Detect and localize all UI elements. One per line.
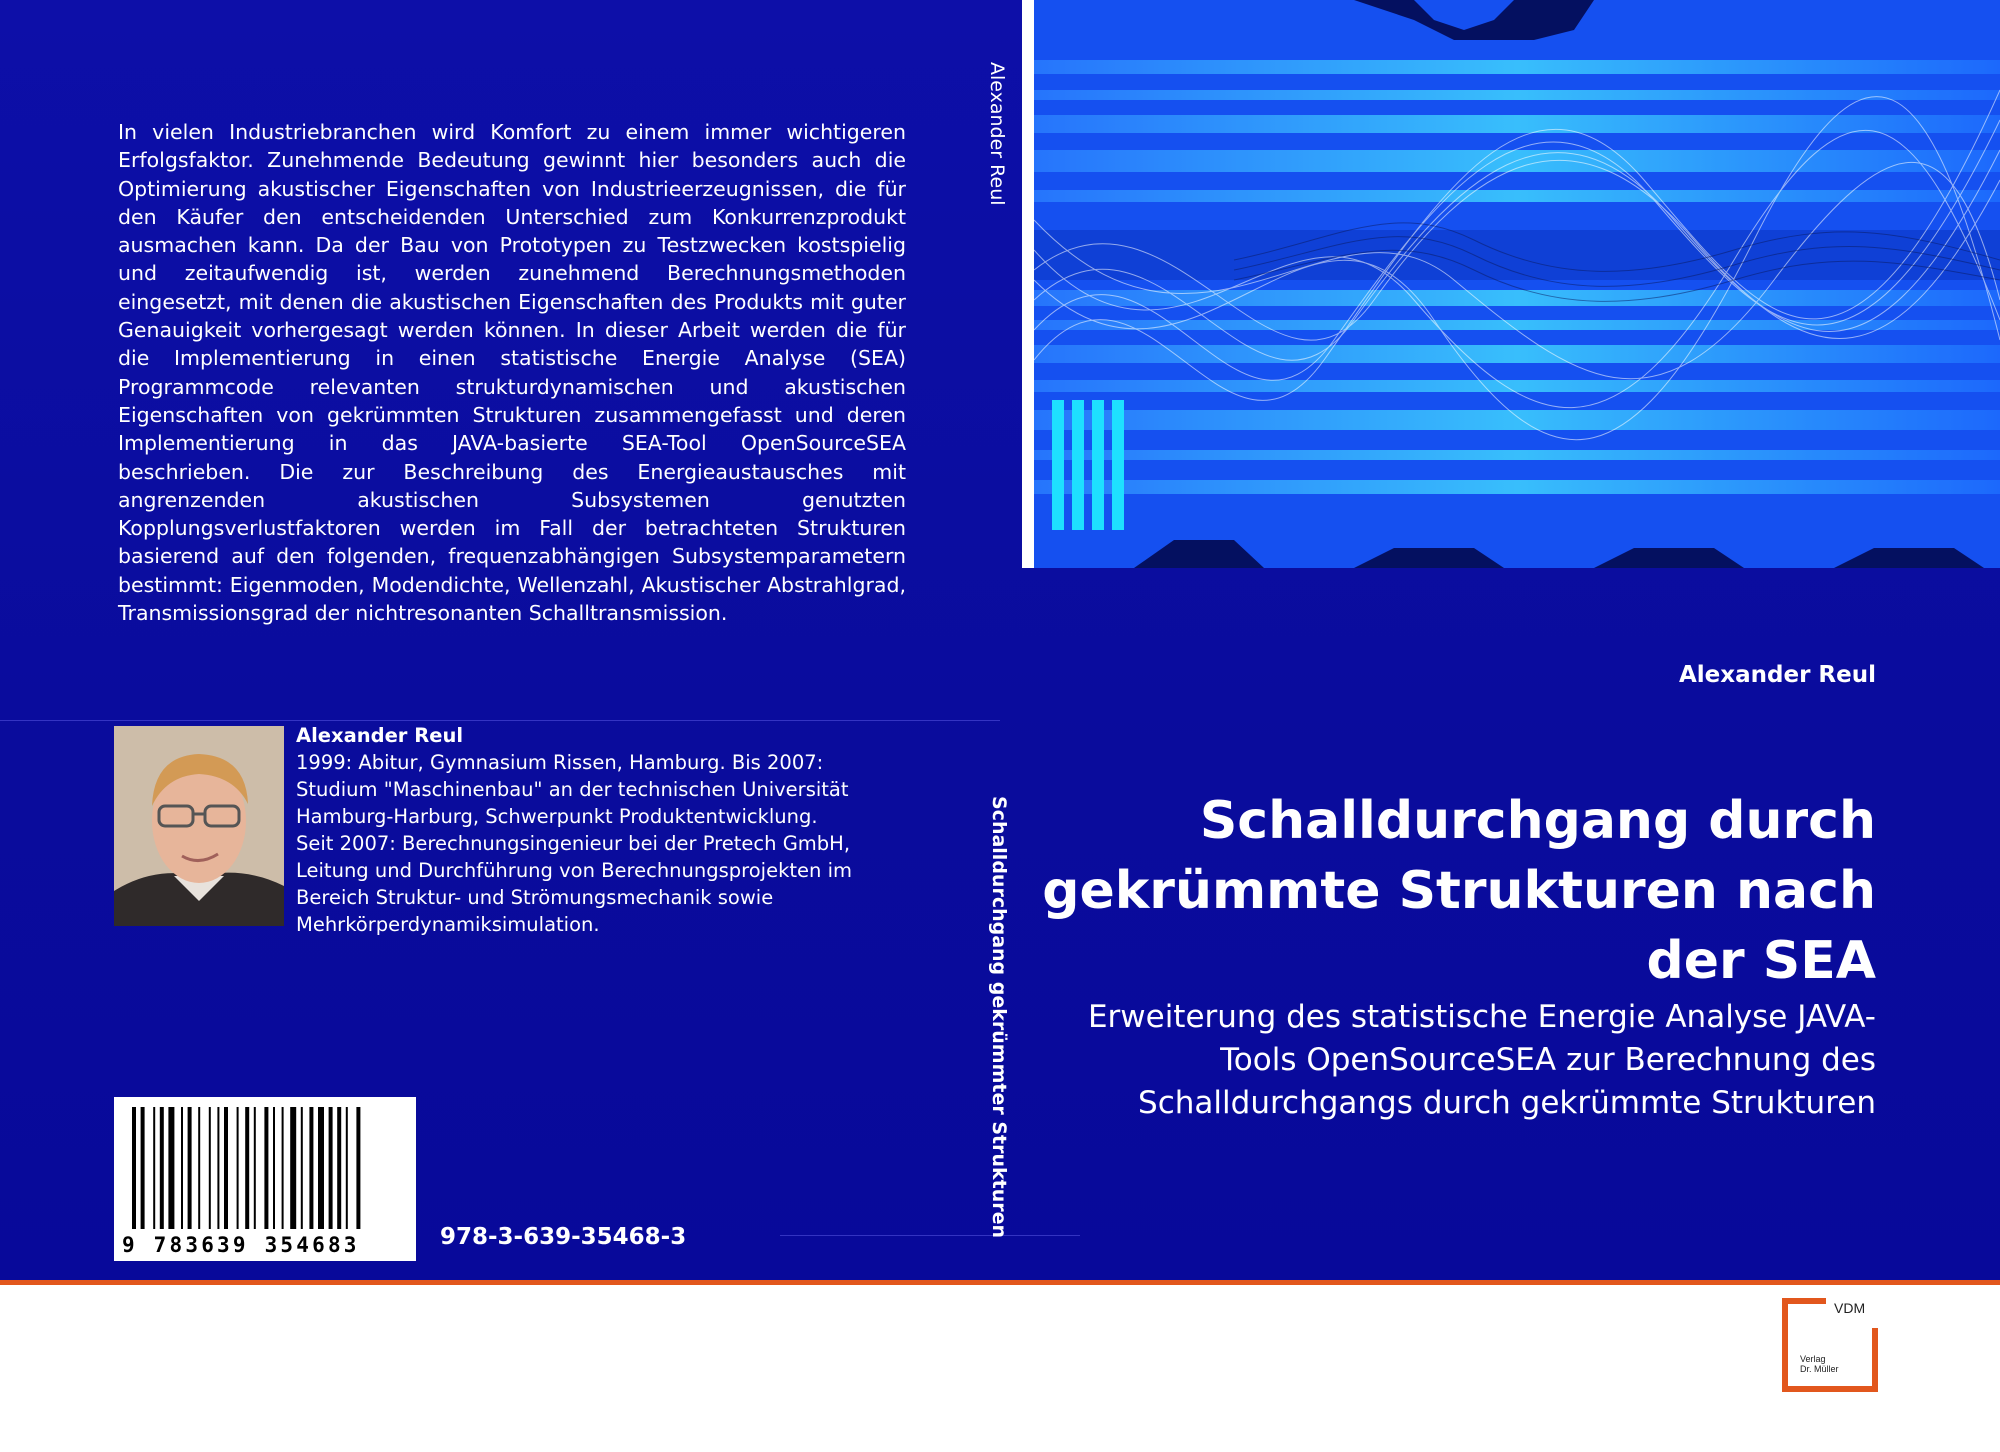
bio-author-name: Alexander Reul [296,724,464,747]
publisher-logo-subtext [1800,1354,1839,1374]
separator-line [0,720,1000,721]
publisher-logo-subtext-line: Dr. Müller [1800,1364,1839,1374]
bio-text: 1999: Abitur, Gymnasium Rissen, Hamburg. Bis 2007: Studium "Maschinenbau" an der technischen Universität Hamburg-Harburg, Schwerpunkt Produktentwicklung. Seit 2007: Berechnungsingenieur bei der Pretech GmbH, Leitung und Durchführung von Berechnungsprojekten im Bereich Struktur- und Strömungsmechanik sowie Mehrkörperdynamiksimulation. [296,751,853,936]
book-title: Schalldurchgang durch gekrümmte Strukturen nach der SEA [1042,791,1876,991]
publisher-logo-text: VDM [1834,1300,1866,1316]
author-photo [114,726,284,926]
barcode-bars [114,1097,416,1237]
separator-line [780,1235,1080,1236]
back-cover-blurb: In vielen Industriebranchen wird Komfort zu einem immer wichtigeren Erfolgsfaktor. Zunehmende Bedeutung gewinnt hier besonders auch die Optimierung akustischer Eigenschaften von Industrieerzeugnissen, die für den Käufer den entscheidenden Unterschied zum Konkurrenzprodukt ausmachen kann. Da der Bau von Prototypen zu Testzwecken kostspielig und zeitaufwendig ist, werden zunehmend Berechnungsmethoden eingesetzt, mit denen die akustischen Eigenschaften des Produkts mit guter Genauigkeit vorhergesagt werden können. In dieser Arbeit werden die für die Implementierung in einen statistische Energie Analyse (SEA) Programmcode relevanten strukturdynamischen und akustischen Eigenschaften von gekrümmten Strukturen zusammengefasst und deren Implementierung in das JAVA-basierte SEA-Tool OpenSourceSEA beschrieben. Die zur Beschreibung des Energieaustausches mit angrenzenden akustischen Subsystemen genutzten Kopplungsverlustfaktoren werden im Fall der betrachteten Strukturen basierend auf den folgenden, frequenzabhängigen Subsystemparametern bestimmt: Eigenmoden, Modendichte, Wellenzahl, Akustischer Abstrahlgrad, Transmissionsgrad der nichtresonanten Schalltransmission. [118,120,906,626]
author-portrait-image [114,726,284,926]
author-bio [296,722,856,938]
cover-artwork [1022,0,2000,568]
isbn-number: 978-3-639-35468-3 [440,1224,687,1250]
bottom-orange-rule [0,1280,2000,1285]
barcode [114,1097,416,1261]
book-subtitle: Erweiterung des statistische Energie Analyse JAVA-Tools OpenSourceSEA zur Berechnung des Schalldurchgangs durch gekrümmte Strukturen [1087,999,1876,1121]
front-author: Alexander Reul [1679,662,1876,688]
publisher-logo-subtext-line: Verlag [1800,1354,1826,1364]
wave-graphic [1034,0,2000,568]
barcode-digits: 9 783639 354683 [122,1233,360,1257]
spine-title: Schalldurchgang gekrümmter Strukturen [988,796,1010,1239]
spine-author: Alexander Reul [986,62,1008,206]
